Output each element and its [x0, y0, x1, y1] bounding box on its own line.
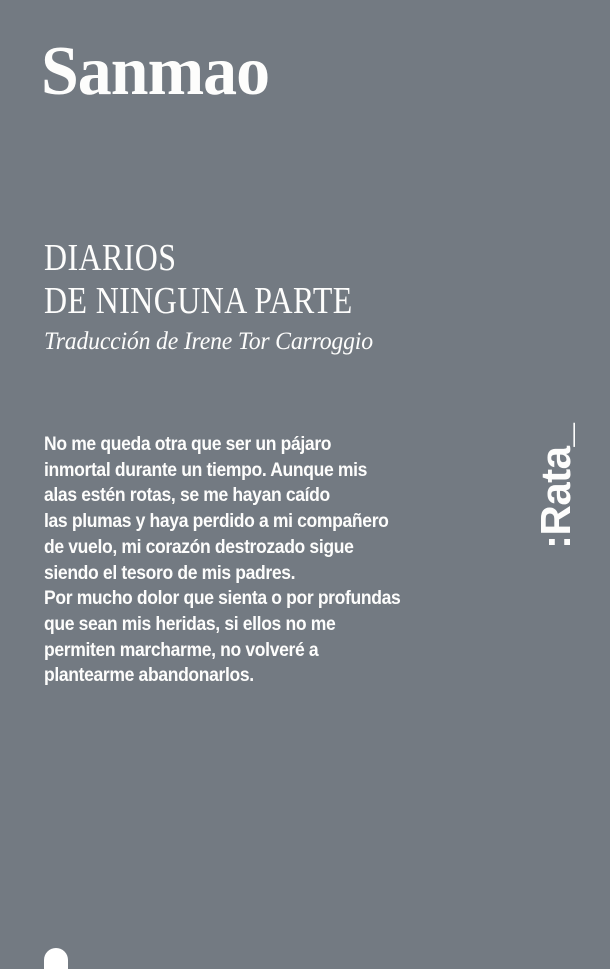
cover-quote-line: Por mucho dolor que sienta o por profundas [44, 587, 401, 610]
translation-credit: Traducción de Irene Tor Carroggio [44, 328, 373, 355]
book-title [44, 237, 353, 323]
cover-quote-line: plantearme abandonarlos. [44, 664, 254, 687]
cover-quote-line: de vuelo, mi corazón destrozado sigue [44, 535, 354, 558]
book-title-line-1: DIARIOS [44, 237, 177, 279]
cover-quote-line: inmortal durante un tiempo. Aunque mis [44, 458, 368, 481]
cover-quote-line: No me queda otra que ser un pájaro [44, 433, 332, 455]
cover-quote-line: alas estén rotas, se me hayan caído [44, 484, 330, 507]
cover-quote [44, 432, 400, 689]
cover-quote-line: que sean mis heridas, si ellos no me [44, 612, 336, 635]
bottom-tab-shape [44, 948, 68, 969]
cover-quote-line: siendo el tesoro de mis padres. [44, 561, 296, 584]
cover-quote-line: las plumas y haya perdido a mi compañero [44, 510, 389, 533]
author-name: Sanmao [41, 33, 270, 110]
book-title-line-2: DE NINGUNA PARTE [44, 280, 353, 322]
cover-quote-line: permiten marcharme, no volveré a [44, 638, 319, 661]
publisher-logo: :Rata_ [532, 423, 579, 549]
